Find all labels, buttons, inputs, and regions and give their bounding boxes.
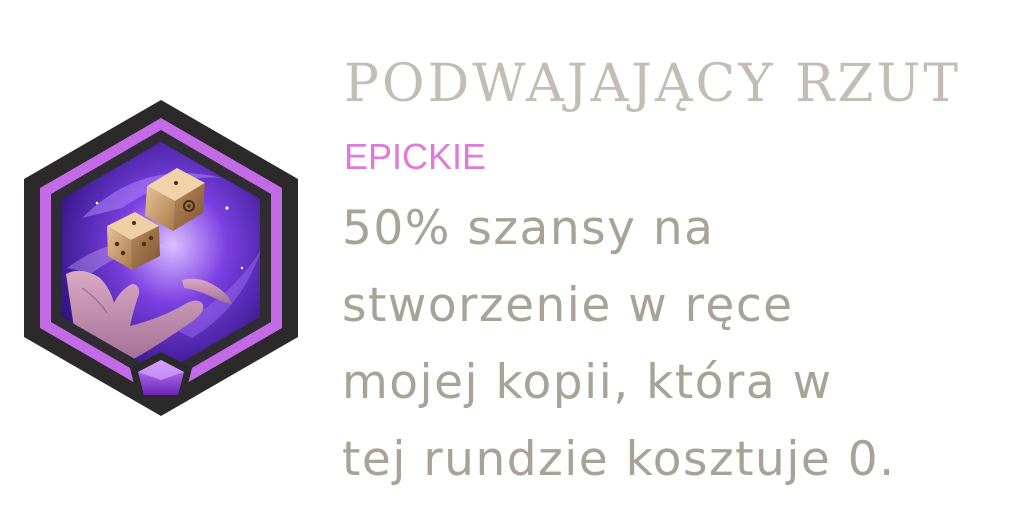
rarity-label: EPICKIE [344,136,487,177]
augment-description [342,190,1022,498]
description-line: stworzenie w ręce [342,278,794,333]
description-line: tej rundzie kosztuje 0. [342,432,896,487]
augment-emblem [22,98,300,418]
augment-title: PODWAJAJĄCY RZUT [344,54,961,114]
description-line: mojej kopii, która w [342,355,833,410]
description-line: 50% szansy na [342,201,715,256]
